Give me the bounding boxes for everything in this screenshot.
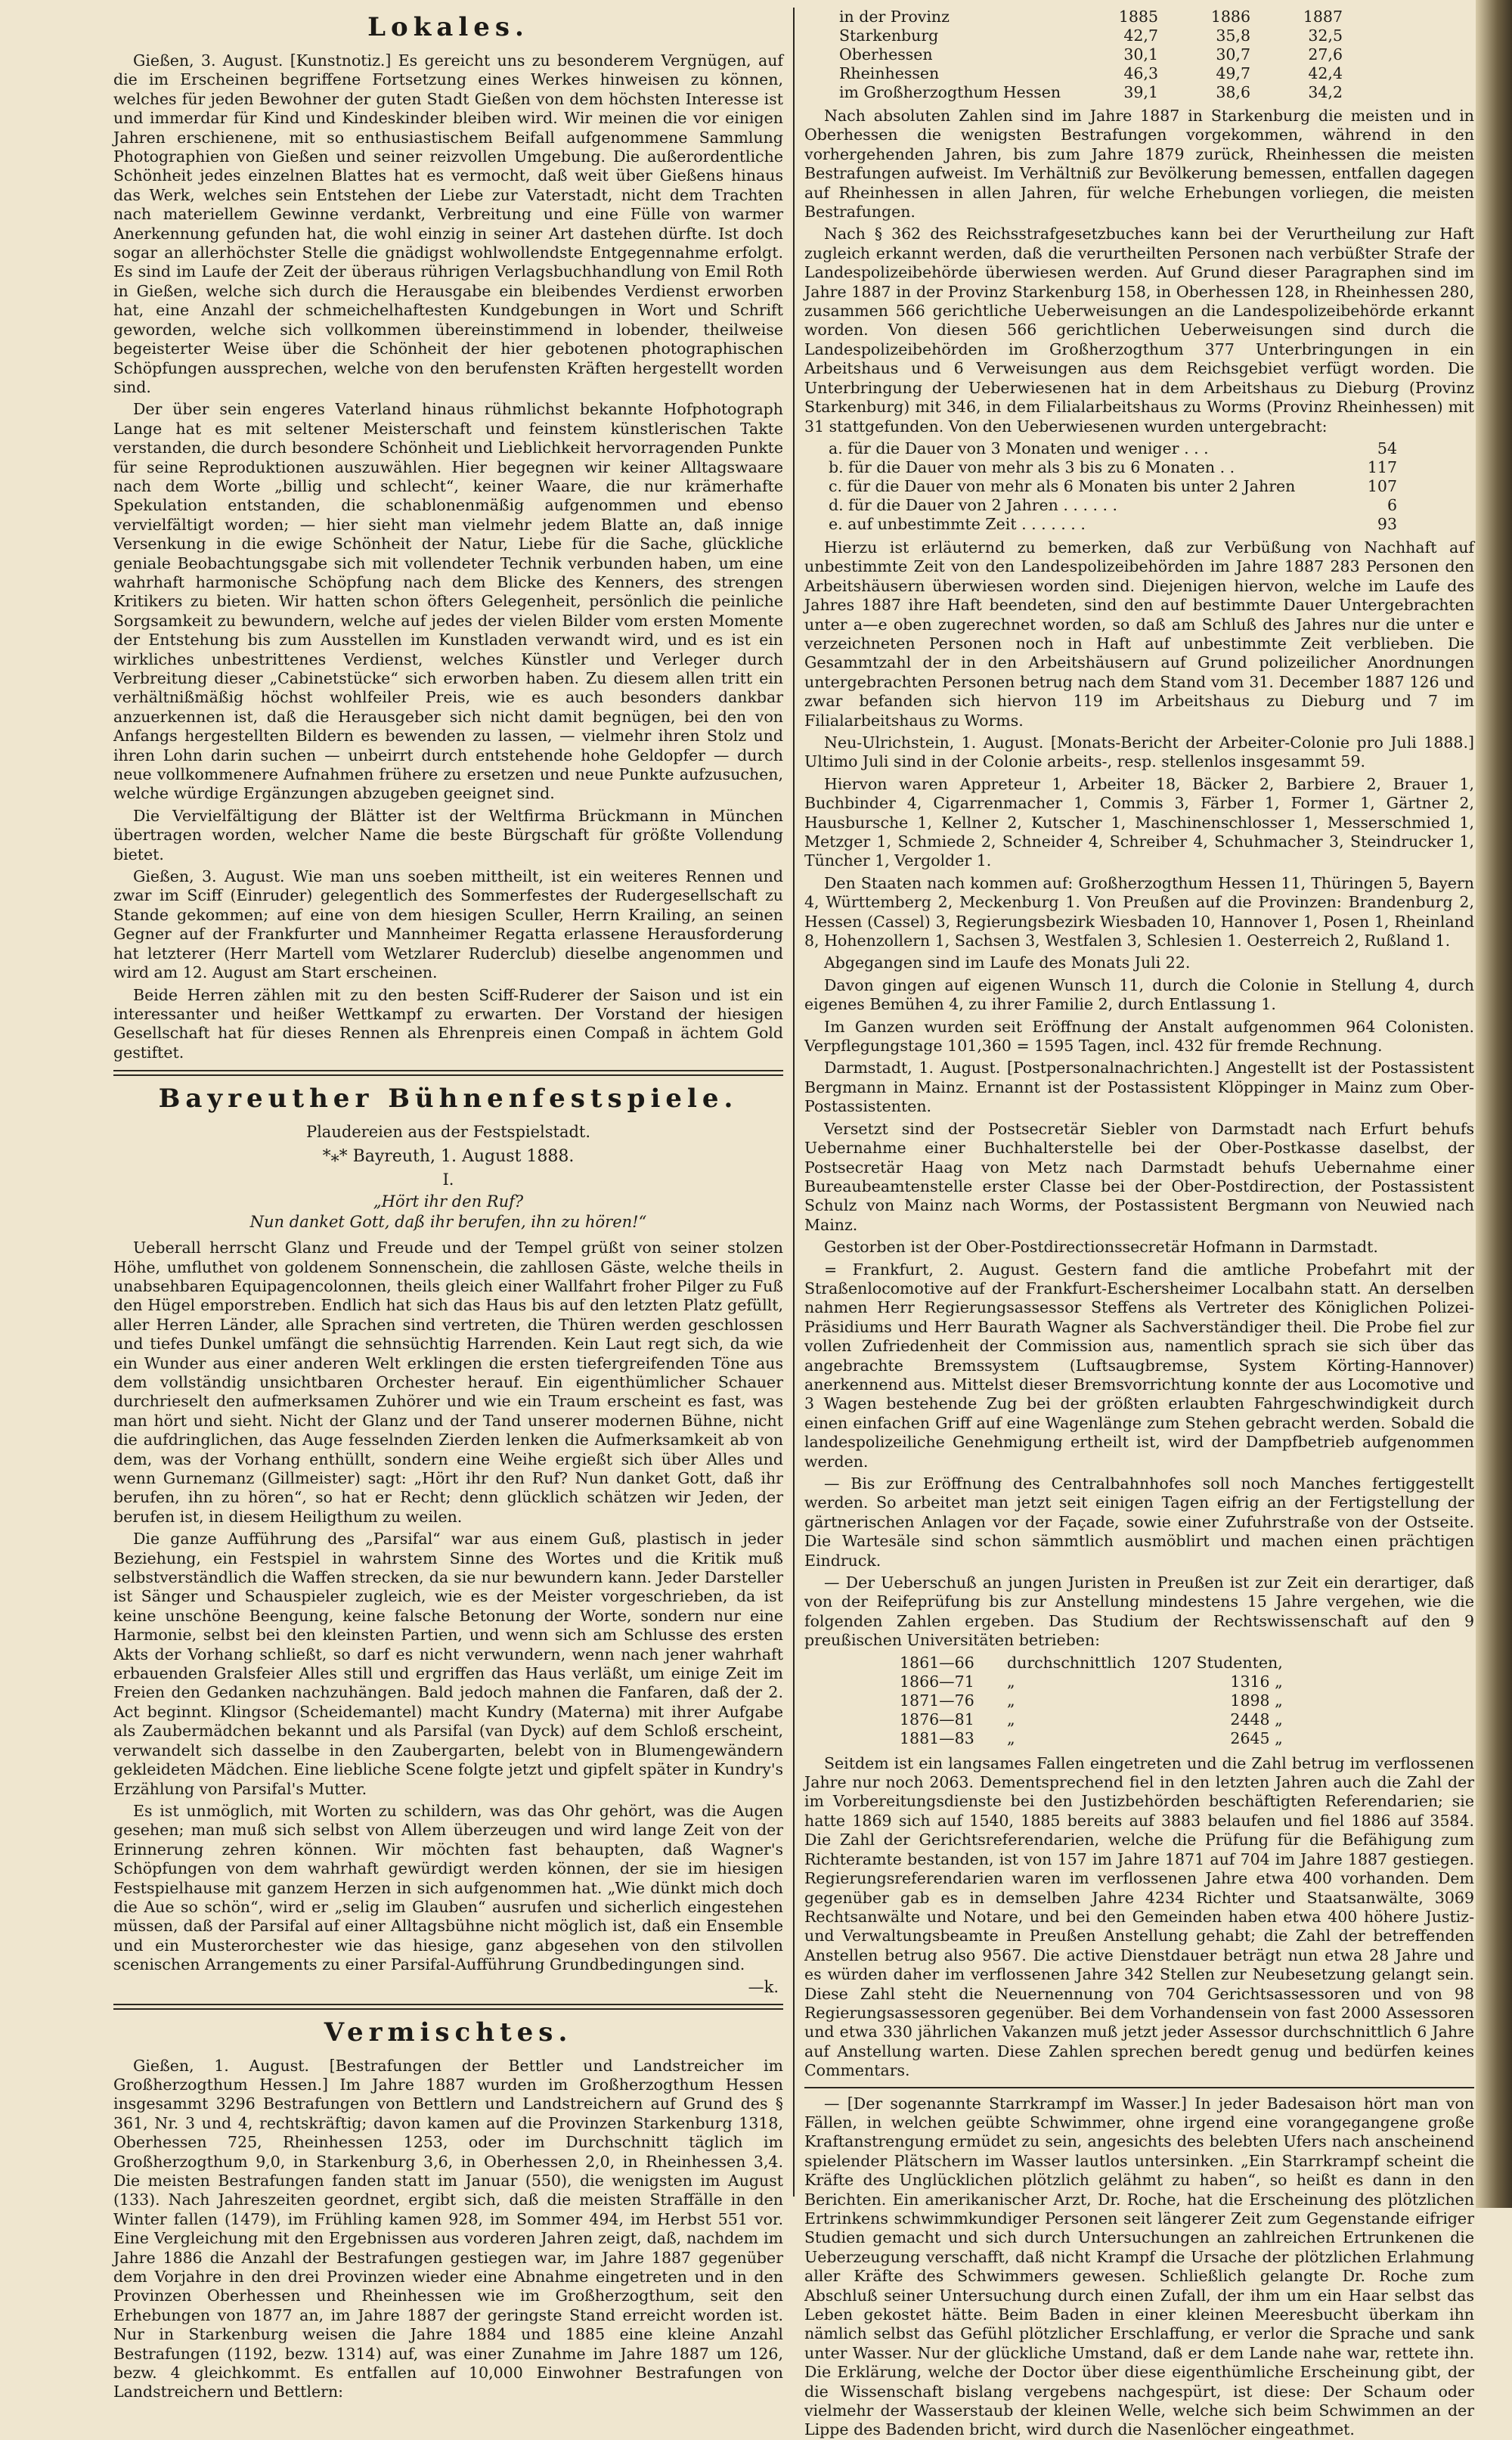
section-divider [113,2004,783,2010]
table-header: in der Provinz [839,8,950,26]
table-cell: durchschnittlich [1007,1653,1136,1672]
article-darmstadt: Darmstadt, 1. August. [Postpersonalnachrichten.] Angestellt ist der Postassistent Bergmann in Mainz. Ernannt ist der Postassistent Klöppinger in Mainz zum Ober-Postassistenten. [804,1059,1474,1116]
table-cell: Oberhessen [839,45,933,64]
article-paragraph: Abgegangen sind im Laufe des Monats Juli 22. [824,953,1191,972]
table-row [895,1729,1287,1748]
article-paragraph: Der über sein engeres Vaterland hinaus rühmlichst bekannte Hofphotograph Lange hat es mit seltener Meisterschaft und feinstem künstlerischen Takte verstanden, die durch besondere Schönheit und Lieblichkeit hervorragenden Punkte für seine Reproduktionen auszuwählen. Hier begegnen wir keiner Alltagswaare nach dem Worte „billig und schlecht“, keiner Waare, die nur krämerhafte Spekulation entstanden, die schablonenmäßig aufgenommen und ebenso vervielfältigt worden; — hier sieht man vielmehr jedem Blatte an, daß innige Versenkung in die ewige Schönheit der Natur, Liebe für die Sache, glückliche geniale Beobachtungsgabe sich mit vollendeter Technik verbunden haben, um eine wahrhaft harmonische Schöpfung nach dem Blicke des Kenners, des strengen Kritikers zu bieten. Wir hatten schon öfters Gelegenheit, persönlich die peinliche Sorgsamkeit zu bewundern, welche auf jedes der vielen Bilder vom ersten Momente der Entstehung bis zum Ausstellen im Kunstladen verwandt wird, und es ist ein wirkliches unbestrittenes Verdienst, welches Künstler und Verleger durch Verbreitung dieser „Cabinetstücke“ sich erworben haben. Zu diesem allen tritt ein verhältnißmäßig höchst wohlfeiler Preis, wie es auch besonders dankbar anzuerkennen ist, daß die Herausgeber sich nicht damit begnügen, bei den von Anfangs hergestellten Bildern es bewenden zu lassen, — vielmehr ihren Stolz und ihren Lohn darin suchen — unbeirrt durch entstehende hohe Geldopfer — durch neue vollkommenere Aufnahmen frühere zu ersetzen und neue Punkte aufzusuchen, welche würdige Ergänzungen abzugeben geeignet sind. [113,400,783,803]
table-row [895,1691,1287,1710]
article-paragraph: Nach absoluten Zahlen sind im Jahre 1887 in Starkenburg die meisten und in Oberhessen die wenigsten Bestrafungen vorgekommen, während in den vorhergehenden Jahren, bis zum Jahre 1879 zurück, Rheinhessen die meisten Bestrafungen aufweist. Im Verhältniß zur Bevölkerung bemessen, entfallen dagegen auf Rheinhessen in allen Jahren, für welche Erhebungen vorliegen, die meisten Bestrafungen. [804,107,1474,222]
table-cell: 93 [1377,514,1397,533]
table-cell: 1861—66 [900,1653,974,1672]
table-cell: 34,2 [1308,83,1343,101]
table-cell: 30,1 [1123,45,1158,64]
article-paragraph: Davon gingen auf eigenen Wunsch 11, durch die Colonie in Stellung 4, durch eigenes Bemühen 4, zu ihrer Familie 2, durch Entlassung 1. [804,975,1474,1014]
table-cell: „ [1007,1710,1015,1728]
article-rennen: Gießen, 3. August. Wie man uns soeben mittheilt, ist ein weiteres Rennen und zwar im Sciff (Einruder) gelegentlich des Sommerfestes der Rudergesellschaft zu Stande gekommen; auf eine von dem hiesigen Sculler, Herrn Krailing, an seinen Gegner auf der Frankfurter und Mannheimer Regatta erlassene Herausforderung hat letzterer (Herr Martell vom Wetzlarer Ruderclub) dieselbe angenommen und wird am 12. August am Start erscheinen. [113,867,783,982]
table-cell: 46,3 [1123,64,1158,82]
table-cell: 1876—81 [900,1710,974,1728]
article-paragraph: Hiervon waren Appreteur 1, Arbeiter 18, Bäcker 2, Barbiere 2, Brauer 1, Buchbinder 4, Cigarrenmacher 1, Commis 3, Färber 1, Former 1, Gärtner 2, Hausbursche 1, Kellner 2, Kutscher 1, Maschinenschlosser 1, Messerschmied 1, Metzger 1, Schmiede 2, Schneider 4, Schreiber 4, Schuhmacher 3, Steindrucker 1, Tüncher 1, Vergolder 1. [804,774,1474,870]
article-paragraph: — Der Ueberschuß an jungen Juristen in Preußen ist zur Zeit ein derartiger, daß von der Reifeprüfung bis zur Anstellung mindestens 15 Jahre vergehen, wie die folgenden Zahlen ergeben. Das Studium der Rechtswissenschaft auf den 9 preußischen Universitäten betrieben: [804,1573,1474,1650]
dateline: *⁎* Bayreuth, 1. August 1888. [322,1147,575,1167]
table-cell: 42,7 [1123,26,1158,45]
article-paragraph: Gestorben ist der Ober-Postdirectionssecretär Hofmann in Darmstadt. [824,1238,1378,1257]
article-paragraph: Den Staaten nach kommen auf: Großherzogthum Hessen 11, Thüringen 5, Bayern 4, Württemberg 2, Meckenburg 1. Von Preußen auf die Provinzen: Brandenburg 2, Hessen (Cassel) 3, Regierungsbezirk Wiesbaden 10, Hannover 1, Posen 1, Rheinland 8, Hohenzollern 1, Sachsen 3, Westfalen 3, Schlesien 1. Oesterreich 2, Rußland 1. [804,873,1474,950]
table-cell: 49,7 [1216,64,1250,82]
table-header-row [835,8,1347,26]
table-cell: a. für die Dauer von 3 Monaten und weniger . . . [829,439,1209,457]
table-cell: 1316 „ [1230,1672,1283,1691]
table-row [895,1654,1287,1673]
article-paragraph: Seitdem ist ein langsames Fallen eingetreten und die Zahl betrug im verflossenen Jahre nur noch 2063. Dementsprechend fiel in den letzten Jahren auch die Zahl der im Vorbereitungsdienste bei den Justizbehörden beschäftigten Referendarien; sie hatte 1869 sich auf 1540, 1885 bereits auf 3883 belaufen und fiel 1886 auf 3584. Die Zahl der Gerichtsreferendarien, welche die Prüfung für die Befähigung zum Richteramte bestanden, ist von 157 im Jahre 1871 auf 704 im Jahre 1887 gestiegen. Regierungsreferendarien waren im verflossenen Jahre etwa 400 vorhanden. Dem gegenüber gab es in demselben Jahre 4234 Richter und Staatsanwälte, 3069 Rechtsanwälte und Notare, und bei den Gemeinden haben etwa 400 höhere Justiz- und Verwaltungsbeamte in Preußen Anstellung gehabt; die Zahl der betreffenden Anstellen betrug also 9567. Die active Dienstdauer beträgt nun etwa 28 Jahre und es würden daher im verflossenen Jahre 342 Stellen zur Neubesetzung gelangt sein. Diese Zahl steht die Neuernennung von 704 Gerichtsassessoren und von 98 Regierungsassessoren gegenüber. Bei dem Vorhandensein von fast 2000 Assessoren und etwa 330 jährlichen Vakanzen muß jetzt jeder Assessor durchschnittlich 6 Jahre auf Anstellung warten. Diese Zahlen sprechen beredt genug und bedürfen keines Commentars. [804,1753,1474,2080]
article-paragraph: — Bis zur Eröffnung des Centralbahnhofes soll noch Manches fertiggestellt werden. So arbeitet man jetzt seit einigen Tagen eifrig an der Fertigstellung der gärtnerischen Anlagen vor der Façade, sowie einer Zufuhrstraße von der Ostseite. Die Wartesäle sind schon sämmtlich ausmöblirt und machen einen prächtigen Eindruck. [804,1474,1474,1570]
table-cell: 42,4 [1308,64,1343,82]
column-divider [793,8,795,2197]
epigraph-line: Nun danket Gott, daß ihr berufen, ihn zu hören!“ [249,1213,647,1232]
table-header: 1886 [1210,8,1250,26]
table-cell: e. auf unbestimmte Zeit . . . . . . . [829,514,1086,533]
table-row [824,477,1402,496]
article-bestrafungen: Gießen, 1. August. [Bestrafungen der Bettler und Landstreicher im Großherzogthum Hessen.] Im Jahre 1887 wurden im Großherzogthum Hessen insgesammt 3296 Bestrafungen von Bettlern und Landstreichern auf Grund des § 361, Nr. 3 und 4, rechtskräftig; davon kamen auf die Provinzen Starkenburg 1318, Oberhessen 725, Rheinhessen 1253, oder im Durchschnitt täglich im Großherzogthum 9,0, in Starkenburg 3,6, in Oberhessen 2,0, in Rheinhessen 3,4. Die meisten Bestrafungen fanden statt im Januar (550), die wenigsten im August (133). Nach Jahreszeiten geordnet, ergibt sich, daß die meisten Straffälle in den Winter fallen (1479), im Frühling kamen 928, im Sommer 494, im Herbst 551 vor. Eine Vergleichung mit den Ergebnissen aus vorderen Jahren zeigt, daß, nachdem im Jahre 1886 die Anzahl der Bestrafungen gestiegen war, im Jahre 1887 gegenüber dem Vorjahre in den drei Provinzen wieder eine Abnahme eingetreten und in den Provinzen Oberhessen und Rheinhessen wie im Großherzogthum, seit den Erhebungen von 1877 an, im Jahre 1887 der geringste Stand erreicht worden ist. Nur in Starkenburg weisen die Jahre 1884 und 1885 eine kleine Anzahl Bestrafungen (1192, bezw. 1314) auf, was einer Zunahme im Jahre 1887 um 126, bezw. 4 gleichkommt. Es entfallen auf 10,000 Einwohner Bestrafungen von Landstreichern und Bettlern: [113,2056,783,2401]
left-column [113,8,783,2401]
subheading: Plaudereien aus der Festspielstadt. [305,1123,591,1142]
article-starrkrampf: — [Der sogenannte Starrkrampf im Wasser.] In jeder Badesaison hört man von Fällen, in welchen geübte Schwimmer, ohne irgend eine vorangegangene große Kraftanstrengung ermüdet zu sein, angesichts des belebten Ufers nach anscheinend spielender Plätschern im Wasser lautlos untersinken. „Ein Starrkrampf scheint die Kräfte des Unglücklichen plötzlich gelähmt zu haben“, so heißt es dann in den Berichten. Ein amerikanischer Arzt, Dr. Roche, hat die Erscheinung des plötzlichen Ertrinkens schwimmkundiger Personen seit längerer Zeit zum Gegenstande eifriger Studien gemacht und sich durch Untersuchungen an zahlreichen Ertrunkenen die Ueberzeugung verschafft, daß nicht Krampf die Ursache der plötzlichen Erlahmung aller Kräfte des Schwimmers gewesen. Schließlich gelangte Dr. Roche zum Abschluß seiner Untersuchung durch einen Zufall, der ihm um ein Haar selbst das Leben gekostet hätte. Beim Baden in einer kleinen Meeresbucht überkam ihn nämlich selbst das Gefühl plötzlicher Erschlaffung, er verlor die Sprache und sank unter Wasser. Nur der glückliche Umstand, daß er dem Lande nahe war, rettete ihn. Die Erklärung, welche der Doctor über diese eigenthümliche Erscheinung gibt, der die Wissenschaft bislang vergebens nachgespürt, ist diese: Der Schaum oder vielmehr der Wasserstaub der kleinen Welle, welche sich beim Schwimmen an der Lippe des Badenden bricht, wird durch die Nasenlöcher eingeathmet. [804,2094,1474,2439]
article-kunstnotiz: Gießen, 3. August. [Kunstnotiz.] Es gereicht uns zu besonderem Vergnügen, auf die im Erscheinen begriffene Fortsetzung eines Werkes hinweisen zu können, welches für jeden Bewohner der guten Stadt Gießen von dem höchsten Interesse ist und immerdar für Kind und Kindeskinder bleiben wird. Wir meinen die vor einigen Jahren erschienene, mit so enthusiastischem Beifall aufgenommene Sammlung Photographien von Gießen und seiner reizvollen Umgebung. Die außerordentliche Schönheit jedes einzelnen Blattes hat es vermocht, daß weit über Gießens hinaus das Werk, welches sein Entstehen der Liebe zur Vaterstadt, nicht dem Trachten nach materiellem Gewinne verdankt, Verbreitung und eine Fülle von warmer Anerkennung gefunden hat, die wohl einzig in seiner Art dastehen dürfte. Ist doch sogar an allerhöchster Stelle die gnädigst wohlwollendste Entgegennahme erfolgt. Es sind im Laufe der Zeit der überaus rührigen Verlagsbuchhandlung von Emil Roth in Gießen, welche sich durch die Herausgabe ein bleibendes Verdienst erworben hat, eine Anzahl der schmeichelhaftesten Kundgebungen in Wort und Schrift geworden, welche sich vollkommen übereinstimmend in lobender, theilweise begeisterter Weise über die Schönheit der hier gebotenen photographischen Schöpfungen aussprechen, welche von den berufensten Kräften hergestellt worden sind. [113,51,783,396]
table-cell: 1881—83 [900,1728,974,1747]
part-number: I. [442,1170,454,1189]
section-heading-lokales: Lokales. [367,12,529,42]
table-cell: 117 [1367,457,1397,476]
table-cell: 107 [1367,476,1397,495]
table-row [835,64,1347,83]
table-cell: 32,5 [1308,26,1343,45]
author-signature: —k. [748,1977,779,1996]
article-paragraph: Hierzu ist erläuternd zu bemerken, daß zur Verbüßung von Nachhaft auf unbestimmte Zeit von den Landespolizeibehörden im Jahre 1887 283 Personen den Arbeitshäusern überwiesen worden sind. Diejenigen hiervon, welche im Laufe des Jahres 1887 ihre Haft beendeten, sind den auf bestimmte Dauer Untergebrachten unter a—e oben zugerechnet worden, so daß am Schluß des Jahres nur die unter e verzeichneten Personen noch in Haft auf unbestimmte Zeit verblieben. Die Gesammtzahl der in den Arbeitshäusern auf Grund polizeilicher Anordnungen untergebrachten Personen betrug nach dem Stand vom 31. December 1887 126 und zwar befanden sich hiervon 119 im Arbeitshaus zu Dieburg und 7 im Filialarbeitshaus zu Worms. [804,538,1474,730]
table-header: 1885 [1118,8,1158,26]
table-row [824,496,1402,515]
right-column [804,8,1474,2439]
table-cell: 54 [1377,439,1397,457]
table-row [824,515,1402,534]
table-cell: 27,6 [1308,45,1343,64]
article-neu-ulrichstein: Neu-Ulrichstein, 1. August. [Monats-Bericht der Arbeiter-Colonie pro Juli 1888.] Ultimo Juli sind in der Colonie arbeits-, resp. stellenlos insgesammt 59. [804,733,1474,771]
table-cell: 1871—76 [900,1691,974,1710]
table-header: 1887 [1303,8,1343,26]
table-cell: 2645 „ [1230,1728,1283,1747]
article-paragraph: Es ist unmöglich, mit Worten zu schildern, was das Ohr gehört, was die Augen gesehen; man muß sich selbst von Allem überzeugen und wird lange Zeit von der Erinnerung zehren können. Wir möchten fast behaupten, daß Wagner's Schöpfungen von dem wahrhaft gewürdigt werden können, der sie im hiesigen Festspielhause mit ganzem Herzen in sich aufgenommen hat. „Wie dünkt mich doch die Aue so schön“, wird er „selig im Glauben“ ausrufen und sicherlich eingestehen müssen, daß der Parsifal auf einer Alltagsbühne nicht möglich ist, daß ein Ensemble und ein Musterorchester wie das hiesige, ganz abgesehen von den stilvollen scenischen Arrangements zu einer Parsifal-Aufführung Grundbedingungen sind. [113,1801,783,1974]
table-cell: „ [1007,1728,1015,1747]
epigraph-line: „Hört ihr den Ruf? [373,1192,524,1211]
table-cell: 1898 „ [1230,1691,1283,1710]
table-cell: 35,8 [1216,26,1250,45]
section-heading-bayreuth: Bayreuther Bühnenfestspiele. [158,1084,739,1115]
table-row [895,1673,1287,1691]
table-cell: 1207 Studenten, [1152,1653,1283,1672]
table-row [835,83,1347,102]
table-row [824,439,1402,458]
article-paragraph: Beide Herren zählen mit zu den besten Sciff-Ruderer der Saison und ist ein interessanter und heißer Wettkampf zu erwarten. Der Vorstand der hiesigen Gesellschaft hat für dieses Rennen als Ehrenpreis einen Compaß in ächtem Gold gestiftet. [113,985,783,1062]
table-cell: Starkenburg [839,26,939,45]
table-cell: „ [1007,1691,1015,1710]
article-paragraph: Nach § 362 des Reichsstrafgesetzbuches kann bei der Verurtheilung zur Haft zugleich erkannt werden, daß die verurtheilten Personen nach verbüßter Strafe der Landespolizeibehörde überwiesen werden. Auf Grund dieser Paragraphen sind im Jahre 1887 in der Provinz Starkenburg 158, in Oberhessen 128, in Rheinhessen 280, zusammen 566 gerichtliche Ueberweisungen an die Landespolizeibehörde erkannt worden. Von diesen 566 gerichtlichen Ueberweisungen sind durch die Landespolizeibehörden im Großherzogthum 377 Unterbringungen in ein Arbeitshaus und 6 Verweisungen aus dem Reichsgebiet verfügt worden. Die Unterbringung der Ueberwiesenen hat in dem Arbeitshaus zu Dieburg (Provinz Starkenburg) mit 346, in dem Filialarbeitshaus zu Worms (Provinz Rheinhessen) mit 31 stattgefunden. Von den Ueberwiesenen wurden untergebracht: [804,225,1474,436]
table-cell: Rheinhessen [839,64,940,82]
section-divider [113,1070,783,1076]
table-row [895,1710,1287,1729]
table-cell: „ [1007,1672,1015,1691]
section-heading-vermischtes: Vermischtes. [324,2017,573,2048]
table-cell: 6 [1387,495,1397,514]
article-paragraph: Versetzt sind der Postsecretär Siebler von Darmstadt nach Erfurt behufs Uebernahme einer Buchhalterstelle bei der Ober-Postkasse daselbst, der Postsecretär Haag von Metz nach Darmstadt behufs Uebernahme einer Bureaubeamtenstelle erster Classe bei der Ober-Postdirection, der Postassistent Schulz von Mainz nach Worms, der Postassistent Bergmann von Neuwied nach Mainz. [804,1119,1474,1234]
article-frankfurt: = Frankfurt, 2. August. Gestern fand die amtliche Probefahrt mit der Straßenlocomotive auf der Frankfurt-Eschersheimer Localbahn statt. An derselben nahmen Herr Regierungsassessor Steffens als Vertreter des Königlichen Polizei-Präsidiums und Herr Baurath Wagner als Sachverständiger theil. Die Probe fiel zur vollen Zufriedenheit der Commission aus, namentlich sprach sie sich über das angebrachte Bremssystem (Luftsaugbremse, System Körting-Hannover) anerkennend aus. Mittelst dieser Bremsvorrichtung konnte der aus Locomotive und 3 Wagen bestehende Zug bei der größten erlaubten Fahrgeschwindigkeit durch einen einfachen Griff auf eine Wagenlänge zum Stehen gebracht werden. Sobald die landespolizeiliche Genehmigung ertheilt ist, wird der Dampfbetrieb aufgenommen werden. [804,1260,1474,1471]
page-binding-edge [1476,0,1512,2208]
article-paragraph: Im Ganzen wurden seit Eröffnung der Anstalt aufgenommen 964 Colonisten. Verpflegungstage 101,360 = 1595 Tagen, incl. 432 für fremde Rechnung. [804,1017,1474,1056]
table-row [835,45,1347,64]
table-cell: 1866—71 [900,1672,974,1691]
table-cell: 38,6 [1216,83,1250,101]
epigraph [113,1192,783,1232]
table-cell: 30,7 [1216,45,1250,64]
article-paragraph: Die ganze Aufführung des „Parsifal“ war aus einem Guß, plastisch in jeder Beziehung, ein Festspiel in wahrstem Sinne des Wortes und die Kritik muß selbstverständlich die Waffen strecken, da sie nur bewundern kann. Jeder Darsteller ist Sänger und Schauspieler zugleich, wie es der Meister vorgeschrieben, da ist keine unschöne Beengung, keine falsche Betonung der Worte, sondern nur eine Harmonie, selbst bei den kleinsten Partien, und wenn sich am Schlusse des ersten Akts der Vorhang schließt, so darf es nicht verwundern, wenn nach jener wahrhaft erbauenden Gralsfeier Alles still und ergriffen das Haus verläßt, um einige Zeit im Freien den Gedanken nachzuhängen. Bald jedoch mahnen die Fanfaren, daß der 2. Act beginnt. Klingsor (Scheidemantel) macht Kundry (Materna) mit ihrer Aufgabe als Zaubermädchen bekannt und als Parsifal (van Dyck) auf dem Schloß erscheint, verwandelt sich dasselbe in den Zaubergarten, belebt von in Blumengewändern gekleideten Mädchen. Eine liebliche Scene folgte jetzt und gipfelt später in Kundry's Erzählung von Parsifal's Mutter. [113,1530,783,1798]
punishment-rate-table [835,8,1347,102]
table-cell: im Großherzogthum Hessen [839,83,1061,101]
law-students-table [895,1654,1287,1748]
table-cell: 39,1 [1123,83,1158,101]
article-paragraph: Die Vervielfältigung der Blätter ist der Weltfirma Brückmann in München übertragen worden, welcher Name die beste Bürgschaft für größte Vollendung bietet. [113,806,783,863]
article-divider [804,2087,1474,2088]
detention-duration-table [824,439,1402,534]
table-row [824,458,1402,477]
table-row [835,26,1347,45]
table-cell: c. für die Dauer von mehr als 6 Monaten bis unter 2 Jahren [829,476,1296,495]
table-cell: b. für die Dauer von mehr als 3 bis zu 6 Monaten . . [829,457,1235,476]
article-paragraph: Ueberall herrscht Glanz und Freude und der Tempel grüßt von seiner stolzen Höhe, umfluthet von goldenem Sonnenschein, die zahllosen Gäste, welche theils in unabsehbaren Equipagencolonnen, theils gleich einer Wallfahrt froher Pilger zu Fuß den Hügel emporstreben. Endlich hat sich das Haus bis auf den letzten Platz gefüllt, aller Herren Länder, alle Sprachen sind vertreten, die Thüren werden geschlossen und tiefes Dunkel umfängt die sehnsüchtig Harrenden. Kein Laut regt sich, da wie ein Wunder aus einer anderen Welt erklingen die ersten tiefergreifenden Töne aus dem vollständig unsichtbaren Orchester herauf. Ein eigenthümlicher Schauer durchrieselt den aufmerksamen Zuhörer und wie ein Traum erscheint es fast, was man hört und sieht. Nicht der Glanz und der Tand unserer modernen Bühne, nicht die aufdringlichen, das Auge fesselnden Zierden lenken die Aufmerksamkeit ab von dem, was der Vorhang enthüllt, sondern eine Weihe ergießt sich über Alles und wenn Gurnemanz (Gillmeister) sagt: „Hört ihr den Ruf? Nun danket Gott, daß ihr berufen, ihn zu hören“, so hat er Recht; denn glücklich schätzen wir Jeden, der berufen ist, in diesem Heiligthum zu weilen. [113,1239,783,1526]
table-cell: d. für die Dauer von 2 Jahren . . . . . . [829,495,1118,514]
table-cell: 2448 „ [1230,1710,1283,1728]
